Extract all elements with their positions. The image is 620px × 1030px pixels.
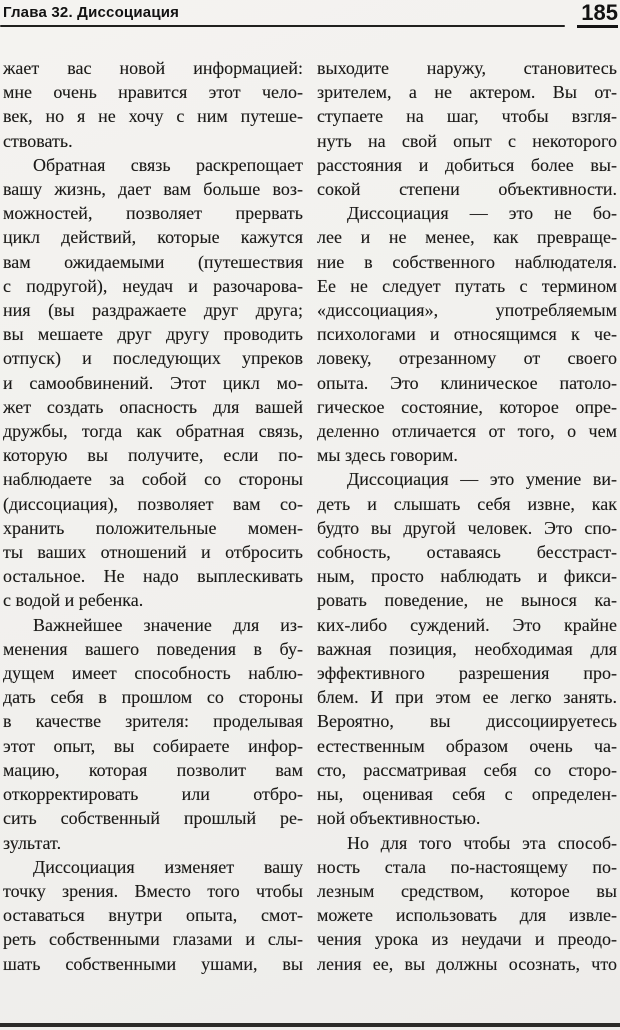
text-line: Диссоциация — это не бо- xyxy=(347,203,617,224)
text-line: лезным средством, которое вы xyxy=(317,880,617,901)
text-line: «диссоциация», употребляемым xyxy=(317,300,617,321)
text-line: и самообвинений. Этот цикл мо- xyxy=(3,372,303,393)
text-line: цикл действий, которые кажутся xyxy=(3,227,303,248)
text-line: можете использовать для извле- xyxy=(317,905,617,926)
text-line: с водой и ребенка. xyxy=(3,590,144,611)
text-line: вы мешаете друг другу проводить xyxy=(3,324,303,345)
text-line: откорректировать или отбро- xyxy=(3,784,303,805)
text-line: ровать поведение, не вынося ка- xyxy=(317,590,617,611)
text-line: реть собственными глазами и слы- xyxy=(3,929,303,950)
text-line: ствовать. xyxy=(3,130,73,151)
text-line: Но для того чтобы эта способ- xyxy=(347,832,617,853)
text-line: сокой степени объективности. xyxy=(317,179,617,200)
text-line: ловеку, отрезанному от своего xyxy=(317,348,617,369)
text-line: опыта. Это клиническое патоло- xyxy=(317,372,617,393)
text-line: можностей, позволяет прервать xyxy=(3,203,303,224)
text-line: в качестве зрителя: проделывая xyxy=(3,711,303,732)
text-line: блем. И при этом ее легко занять. xyxy=(317,687,617,708)
text-line: естественным образом очень ча- xyxy=(317,735,617,756)
text-line: век, но я не хочу с ним путеше- xyxy=(3,106,303,127)
text-line: вам ожидаемыми (путешествия xyxy=(3,251,303,272)
text-line: расстояния и добиться более вы- xyxy=(317,154,617,175)
text-line: психологами и относящимся к че- xyxy=(317,324,617,345)
text-line: Диссоциация — это умение ви- xyxy=(347,469,617,490)
text-line: отпуск) и последующих упреков xyxy=(3,348,303,369)
text-line: вашу жизнь, дает вам больше воз- xyxy=(3,179,303,200)
chapter-title: Глава 32. Диссоциация xyxy=(3,4,180,21)
text-line: гическое состояние, которое опре- xyxy=(317,396,617,417)
right-column xyxy=(317,56,617,976)
text-line: чения урока из неудачи и преодо- xyxy=(317,929,617,950)
text-line: ны, оценивая себя с определен- xyxy=(317,784,617,805)
text-line: эффективного разрешения про- xyxy=(317,663,617,684)
text-line: дружбы, тогда как обратная связь, xyxy=(3,421,303,442)
text-line: Важнейшее значение для из- xyxy=(33,614,303,635)
text-line: важная позиция, необходимая для xyxy=(317,638,617,659)
text-line: ких-либо суждений. Это крайне xyxy=(317,614,617,635)
text-line: нуть на свой опыт с некоторого xyxy=(317,130,617,151)
text-line: Вероятно, вы диссоциируетесь xyxy=(317,711,617,732)
text-line: дущем имеет способность наблю- xyxy=(3,663,303,684)
header-rule xyxy=(0,25,565,27)
text-line: Ее не следует путать с термином xyxy=(317,275,617,296)
text-line: зрителем, а не актером. Вы от- xyxy=(317,82,617,103)
bottom-rule xyxy=(0,1023,620,1027)
text-line: жет создать опасность для вашей xyxy=(3,396,303,417)
text-line: (диссоциация), позволяет вам со- xyxy=(3,493,303,514)
text-line: ной объективностью. xyxy=(317,808,481,829)
text-line: ность стала по-настоящему по- xyxy=(317,856,617,877)
text-line: ным, просто наблюдать и фикси- xyxy=(317,566,617,587)
page-header xyxy=(0,0,620,34)
text-line: мне очень нравится этот чело- xyxy=(3,82,303,103)
text-line: остальное. Не надо выплескивать xyxy=(3,566,303,587)
text-line: собность, оставаясь бесстраст- xyxy=(317,542,617,563)
text-line: зультат. xyxy=(3,832,62,853)
text-line: Обратная связь раскрепощает xyxy=(33,154,303,175)
text-line: деть и слышать себя извне, как xyxy=(317,493,617,514)
text-line: ступаете на шаг, чтобы взгля- xyxy=(317,106,617,127)
text-line: наблюдаете за собой со стороны xyxy=(3,469,303,490)
text-line: менения вашего поведения в бу- xyxy=(3,638,303,659)
text-line: ления ее, вы должны осознать, что xyxy=(317,953,617,974)
left-column xyxy=(3,56,303,976)
text-line: с подругой), неудач и разочарова- xyxy=(3,275,303,296)
text-line: будто вы другой человек. Это спо- xyxy=(317,517,617,538)
text-line: ние в собственного наблюдателя. xyxy=(317,251,617,272)
text-line: оставаться внутри опыта, смот- xyxy=(3,905,303,926)
text-line: сить собственный прошлый ре- xyxy=(3,808,303,829)
text-line: хранить положительные момен- xyxy=(3,517,303,538)
text-line: Диссоциация изменяет вашу xyxy=(33,856,303,877)
text-line: мацию, которая позволит вам xyxy=(3,759,303,780)
text-line: ния (вы раздражаете друг друга; xyxy=(3,300,303,321)
text-line: сто, рассматривая себя со сторо- xyxy=(317,759,617,780)
text-line: лее и не менее, как превраще- xyxy=(317,227,617,248)
text-line: выходите наружу, становитесь xyxy=(317,58,617,78)
text-line: дать себя в прошлом со стороны xyxy=(3,687,303,708)
text-line: этот опыт, вы собираете инфор- xyxy=(3,735,303,756)
text-line: деленно отличается от того, о чем xyxy=(317,421,617,442)
page-number: 185 xyxy=(577,1,618,28)
text-line: мы здесь говорим. xyxy=(317,445,458,466)
text-line: которую вы получите, если по- xyxy=(3,445,303,466)
text-body xyxy=(3,56,617,976)
text-line: ты ваших отношений и отбросить xyxy=(3,542,303,563)
text-line: шать собственными ушами, вы xyxy=(3,953,303,974)
text-line: точку зрения. Вместо того чтобы xyxy=(3,880,303,901)
text-line: жает вас новой информацией: xyxy=(3,58,303,78)
